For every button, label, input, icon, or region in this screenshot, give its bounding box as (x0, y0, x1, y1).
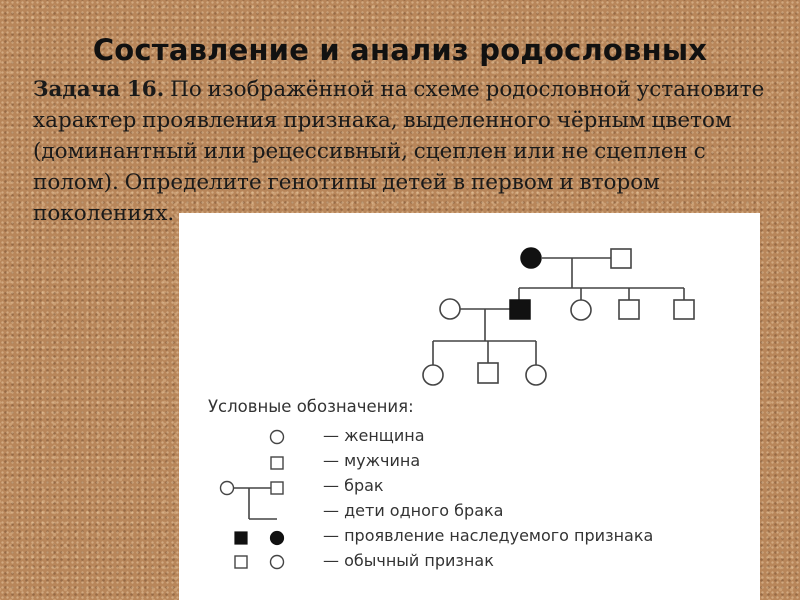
legend-normal-female-symbol (271, 556, 284, 569)
task-text (33, 74, 773, 229)
slide-title: Составление и анализ родословных (92, 33, 708, 67)
legend-item-marriage: — брак (323, 476, 384, 495)
legend-affected-female-symbol (271, 532, 284, 545)
gen2-male-symbol (619, 300, 639, 319)
legend-title: Условные обозначения: (208, 397, 414, 416)
gen2-female-spouse-symbol (440, 299, 460, 319)
legend-female-symbol (271, 431, 284, 444)
legend-item-normal: — обычный признак (323, 551, 494, 570)
gen3-male-symbol (478, 363, 498, 383)
task-body: По изображённой на схеме родословной установите характер проявления признака, выделенного чёрным цветом (доминантный или рецессивный, сцеплен или не сцеплен с полом). Определите генотипы детей в первом и втором поколениях. (33, 77, 765, 226)
legend-item-affected: — проявление наследуемого признака (323, 526, 654, 545)
legend-male-symbol (271, 457, 283, 469)
legend-normal-male-symbol (235, 556, 247, 568)
pedigree-figure (179, 213, 760, 600)
gen2-female-symbol (571, 300, 591, 320)
legend-affected-male-symbol (235, 532, 247, 544)
gen2-male-symbol (674, 300, 694, 319)
gen3-female-symbol (526, 365, 546, 385)
pedigree-lines (227, 258, 684, 519)
gen2-male-affected-symbol (510, 300, 530, 319)
gen3-female-symbol (423, 365, 443, 385)
gen1-female-affected-symbol (521, 248, 541, 268)
task-label: Задача 16. (33, 77, 165, 102)
legend-item-children: — дети одного брака (323, 501, 504, 520)
legend-item-female: — женщина (323, 426, 425, 445)
legend-marriage-male-symbol (271, 482, 283, 494)
legend-marriage-female-symbol (221, 482, 234, 495)
gen1-male-symbol (611, 249, 631, 268)
legend-item-male: — мужчина (323, 451, 421, 470)
